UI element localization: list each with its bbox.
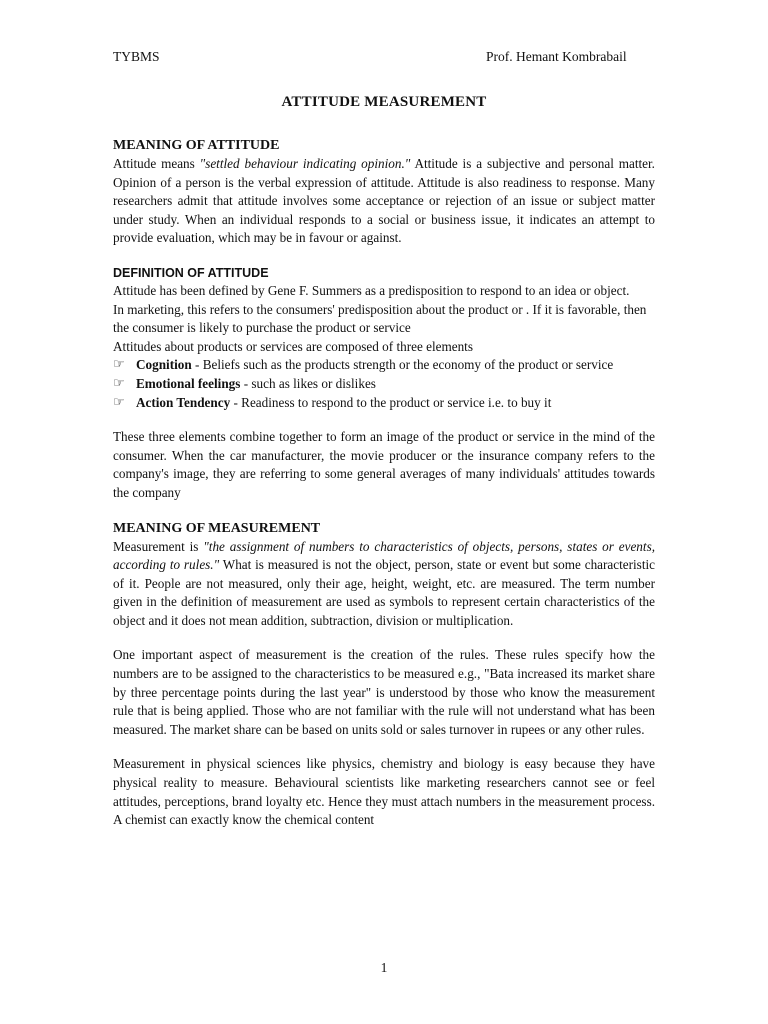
attitude-elements-list	[113, 356, 655, 412]
measurement-quote: "the assignment of numbers to characteristics of objects, persons, states or events, according to rules."	[113, 538, 655, 573]
header-course: TYBMS	[113, 49, 160, 64]
definition-line: Attitude has been defined by Gene F. Summers as a predisposition to respond to an idea or object.	[113, 282, 630, 298]
measurement-paragraph: Measurement is "the assignment of numbers to characteristics of objects, persons, states or events, according to rules." What is measured is not the object, person, state or event but some characteristic of it. People are not measured, only their age, height, weight, etc. are measured. The term number given in the definition of measurement are used as symbols to represent certain characteristics of the object and it does not mean addition, subtraction, division or multiplication.	[113, 538, 655, 628]
document-body	[113, 136, 655, 830]
attitude-quote: "settled behaviour indicating opinion."	[199, 156, 411, 171]
list-item: ☞ Cognition - Beliefs such as the products strength or the economy of the product or service	[113, 356, 655, 375]
list-item: ☞ Emotional feelings - such as likes or dislikes	[113, 375, 655, 394]
page-title: ATTITUDE MEASUREMENT	[281, 94, 487, 110]
definition-line: In marketing, this refers to the consumers' predisposition about the product or . If it is favorable, then the consumer is likely to purchase the product or service	[113, 301, 647, 336]
meaning-attitude-paragraph: Attitude means "settled behaviour indicating opinion." Attitude is a subjective and personal matter. Opinion of a person is the verbal expression of attitude. Attitude is also readiness to response. Many researchers admit that attitude involves some acceptance or rejection of an issue or subject matter under study. When an individual responds to a social or business issue, it indicates an attempt to provide evaluation, which may be in favour or against.	[113, 156, 655, 246]
definition-line: Attitudes about products or services are composed of three elements	[113, 338, 473, 354]
measurement-rules-paragraph: One important aspect of measurement is the creation of the rules. These rules specify how the numbers are to be assigned to the characteristics to be measured e.g., "Bata increased its market share by three percentage points during the last year" is understood by those who know the measurement rule that is being applied. Those who are not familiar with the rule will not understand what has been measured. The market share can be based on units sold or sales turnover in rupees or any other rules.	[113, 647, 655, 737]
list-item: ☞ Action Tendency - Readiness to respond to the product or service i.e. to buy it	[113, 394, 655, 413]
pointing-hand-icon: ☞	[113, 375, 125, 391]
meaning-attitude-heading: MEANING OF ATTITUDE	[113, 138, 280, 153]
pointing-hand-icon: ☞	[113, 394, 125, 410]
header-author: Prof. Hemant Kombrabail	[486, 49, 627, 64]
pointing-hand-icon: ☞	[113, 357, 125, 373]
meaning-measurement-heading: MEANING OF MEASUREMENT	[113, 520, 321, 536]
page-number: 1	[380, 960, 388, 975]
definition-heading: DEFINITION OF ATTITUDE	[113, 265, 269, 280]
elements-summary-paragraph: These three elements combine together to form an image of the product or service in the mind of the consumer. When the car manufacturer, the movie producer or the insurance company refers to the company's image, they are referring to some general averages of many individuals' attitudes towards the company	[113, 429, 655, 500]
measurement-sciences-paragraph: Measurement in physical sciences like physics, chemistry and biology is easy because they have physical reality to measure. Behavioural scientists like marketing researchers cannot see or feel attitudes, perceptions, brand loyalty etc. Hence they must attach numbers in the measurement process. A chemist can exactly know the chemical content	[113, 756, 655, 828]
